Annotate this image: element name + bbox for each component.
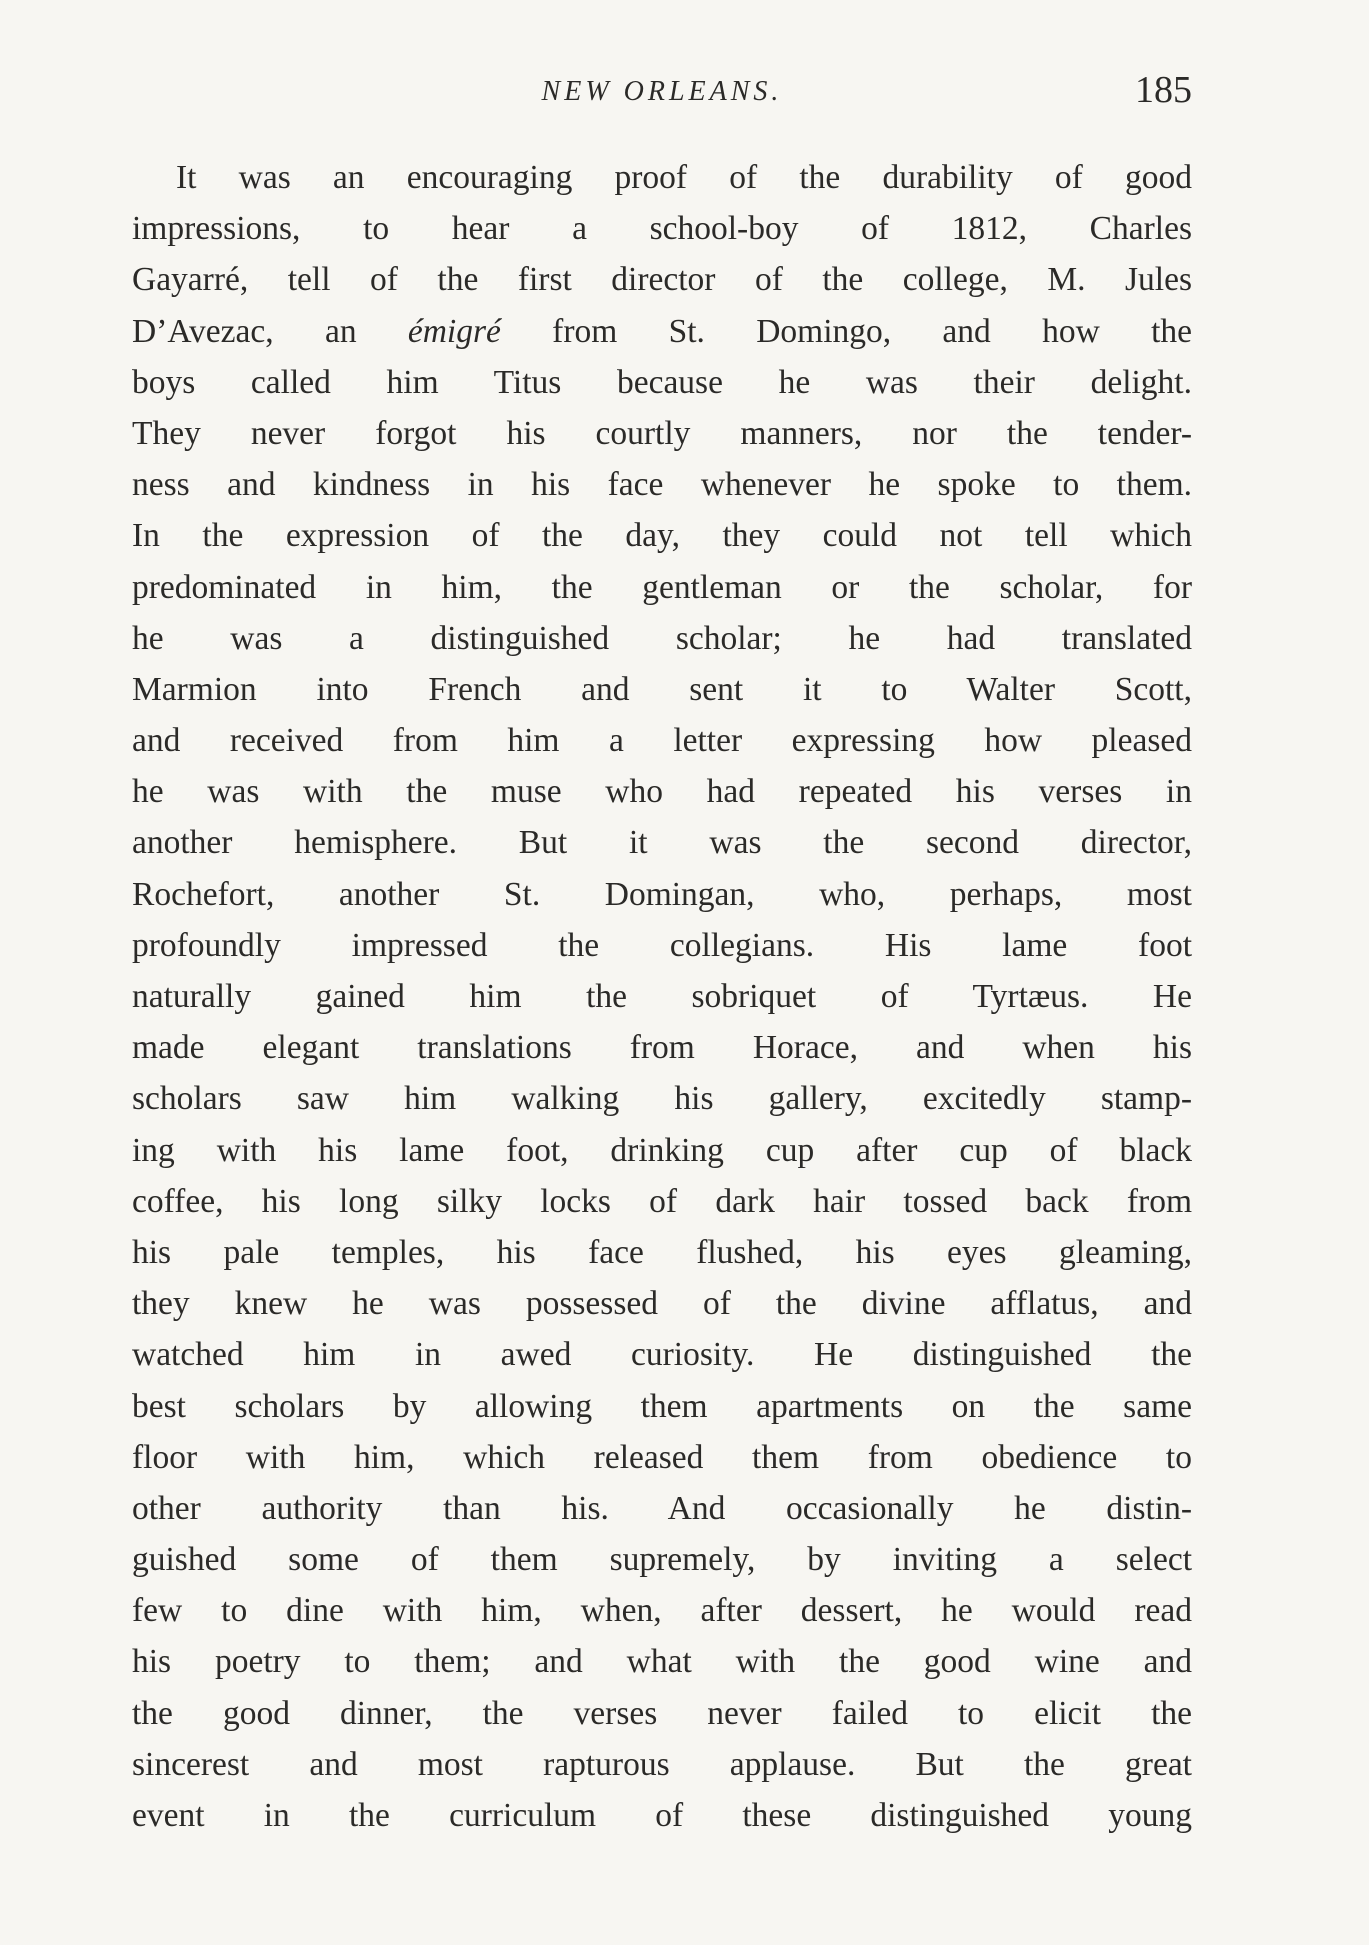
text-line: sincerest and most rapturous applause. But the great xyxy=(132,1745,1192,1783)
text-line: predominated in him, the gentleman or the scholar, for xyxy=(132,568,1192,606)
text-line: he was with the muse who had repeated his verses in xyxy=(132,773,1192,811)
text-line: ing with his lame foot, drinking cup after cup of black xyxy=(132,1131,1192,1169)
text-line: his poetry to them; and what with the good wine and xyxy=(132,1643,1192,1681)
text-line: naturally gained him the sobriquet of Tyrtæus. He xyxy=(132,978,1192,1015)
text-line: scholars saw him walking his gallery, excitedly stamp- xyxy=(132,1080,1192,1118)
text-line: coffee, his long silky locks of dark hair tossed back from xyxy=(132,1182,1192,1220)
text-line: other authority than his. And occasionally he distin- xyxy=(132,1489,1192,1527)
text-line: he was a distinguished scholar; he had translated xyxy=(132,619,1192,657)
running-head xyxy=(132,66,1192,116)
text-line: best scholars by allowing them apartments on the same xyxy=(132,1387,1192,1425)
text-line: guished some of them supremely, by inviting a select xyxy=(132,1541,1192,1579)
text-line: event in the curriculum of these distinguished young xyxy=(132,1797,1192,1834)
text-line: made elegant translations from Horace, and when his xyxy=(132,1029,1192,1067)
text-line: It was an encouraging proof of the durability of good xyxy=(176,159,1192,196)
running-title: NEW ORLEANS. xyxy=(541,76,783,107)
text-line: the good dinner, the verses never failed to elicit the xyxy=(132,1694,1192,1732)
text-line: profoundly impressed the collegians. His lame foot xyxy=(132,926,1192,964)
text-line: floor with him, which released them from obedience to xyxy=(132,1438,1192,1476)
text-line: boys called him Titus because he was their delight. xyxy=(132,363,1192,401)
text-line: In the expression of the day, they could not tell which xyxy=(132,517,1192,555)
text-line: another hemisphere. But it was the second director, xyxy=(132,824,1192,862)
text-line: Marmion into French and sent it to Walter Scott, xyxy=(132,670,1192,708)
text-line: they knew he was possessed of the divine afflatus, and xyxy=(132,1285,1192,1323)
text-line: and received from him a letter expressing how pleased xyxy=(132,722,1192,760)
text-line: D’Avezac, an émigré from St. Domingo, and how the xyxy=(132,312,1192,350)
page-number: 185 xyxy=(1135,69,1192,111)
text-line: Gayarré, tell of the first director of the college, M. Jules xyxy=(132,261,1192,299)
body-text xyxy=(132,152,1192,1841)
text-line: his pale temples, his face flushed, his eyes gleaming, xyxy=(132,1233,1192,1271)
text-line: They never forgot his courtly manners, nor the tender- xyxy=(132,414,1192,452)
text-line: watched him in awed curiosity. He distinguished the xyxy=(132,1336,1192,1374)
text-line: Rochefort, another St. Domingan, who, perhaps, most xyxy=(132,875,1192,913)
text-line: impressions, to hear a school-boy of 1812, Charles xyxy=(132,210,1192,248)
text-line: few to dine with him, when, after dessert, he would read xyxy=(132,1592,1192,1630)
text-line: ness and kindness in his face whenever he spoke to them. xyxy=(132,466,1192,504)
